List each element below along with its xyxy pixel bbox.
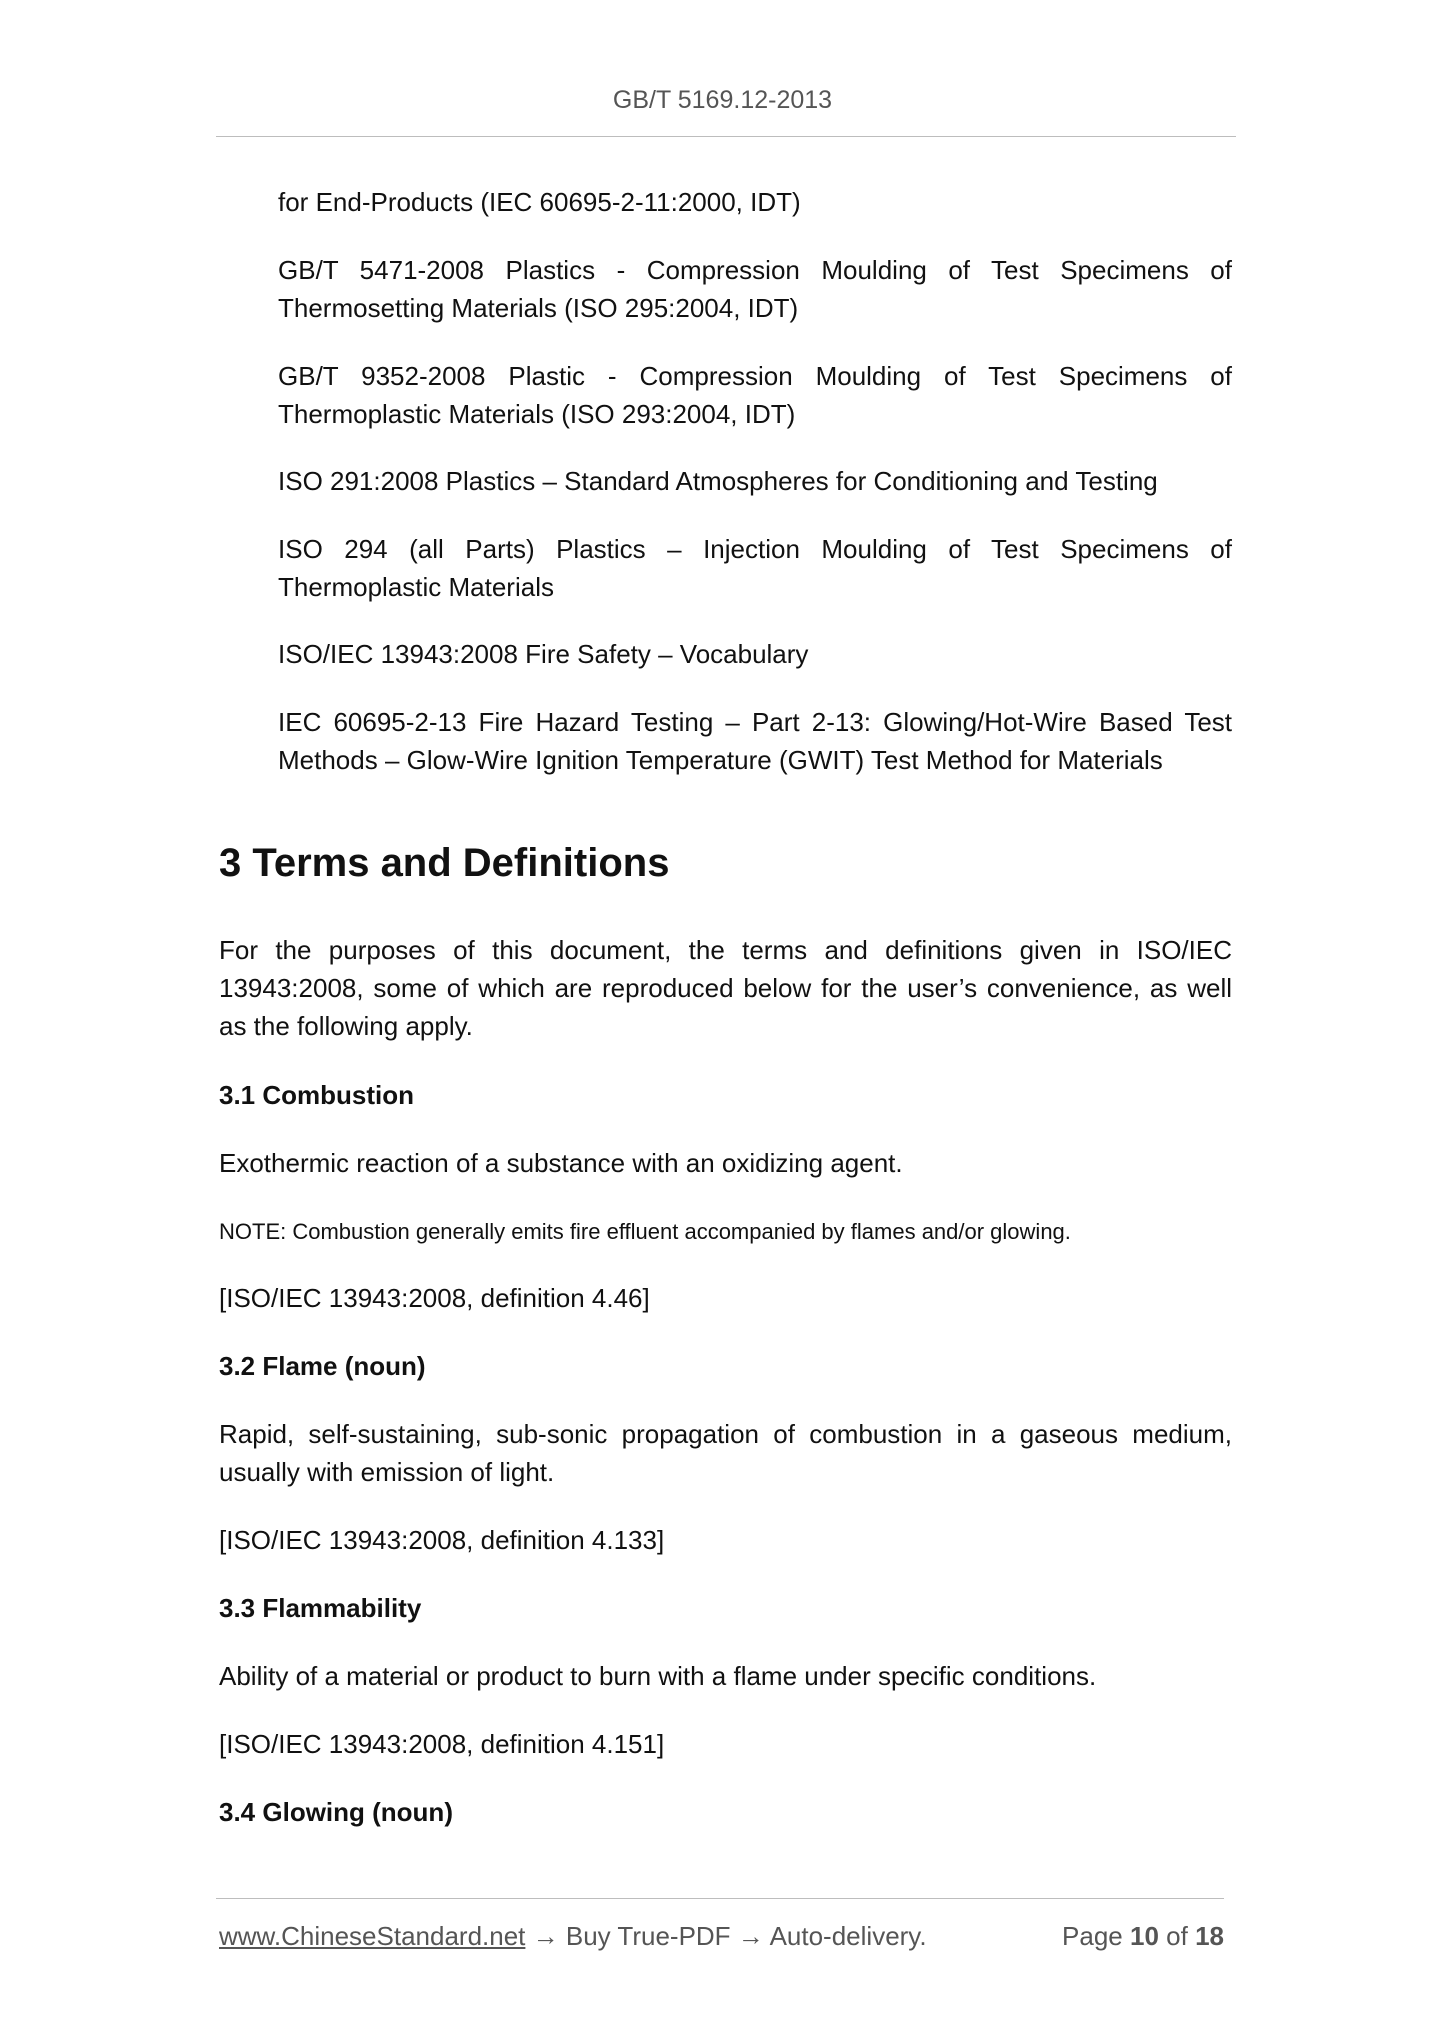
- term-source-flame: [ISO/IEC 13943:2008, definition 4.133]: [219, 1525, 665, 1555]
- term-note-combustion: NOTE: Combustion generally emits fire effluent accompanied by flames and/or glowing.: [219, 1219, 1071, 1244]
- term-source-flammability: [ISO/IEC 13943:2008, definition 4.151]: [219, 1729, 665, 1759]
- footer-tagline: → Buy True-PDF → Auto-delivery.: [525, 1921, 927, 1951]
- website-link[interactable]: www.ChineseStandard.net: [219, 1921, 526, 1951]
- current-page-number: 10: [1130, 1921, 1159, 1951]
- reference-item: GB/T 5471-2008 Plastics - Compression Moulding of Test Specimens of Thermosetting Materials (ISO 295:2004, IDT): [278, 255, 1232, 323]
- reference-item: ISO 294 (all Parts) Plastics – Injection Moulding of Test Specimens of Thermoplastic Materials: [278, 534, 1232, 602]
- page-indicator: [1062, 1917, 1224, 1955]
- page-label: Page: [1062, 1921, 1123, 1951]
- page-footer: [219, 1917, 1224, 1955]
- total-page-count: 18: [1195, 1921, 1224, 1951]
- reference-item: GB/T 9352-2008 Plastic - Compression Moulding of Test Specimens of Thermoplastic Materials (ISO 293:2004, IDT): [278, 361, 1232, 429]
- reference-item: ISO/IEC 13943:2008 Fire Safety – Vocabulary: [278, 639, 809, 669]
- term-heading-glowing: 3.4 Glowing (noun): [219, 1797, 453, 1827]
- term-definition-flammability: Ability of a material or product to burn with a flame under specific conditions.: [219, 1661, 1097, 1691]
- document-header-title: GB/T 5169.12-2013: [612, 86, 833, 114]
- section-intro: For the purposes of this document, the terms and definitions given in ISO/IEC 13943:2008, some of which are reproduced below for the user’s convenience, as well as the following apply.: [219, 935, 1232, 1041]
- reference-item: for End-Products (IEC 60695-2-11:2000, IDT): [278, 187, 801, 217]
- footer-divider: [216, 1898, 1224, 1899]
- section-heading: 3 Terms and Definitions: [219, 841, 670, 885]
- reference-item: IEC 60695-2-13 Fire Hazard Testing – Part 2-13: Glowing/Hot-Wire Based Test Methods – Glow-Wire Ignition Temperature (GWIT) Test Method for Materials: [278, 707, 1232, 775]
- term-heading-flame: 3.2 Flame (noun): [219, 1351, 426, 1381]
- term-heading-flammability: 3.3 Flammability: [219, 1593, 422, 1623]
- reference-item: ISO 291:2008 Plastics – Standard Atmospheres for Conditioning and Testing: [278, 466, 1158, 496]
- footer-promo: [219, 1917, 927, 1955]
- term-definition-flame: Rapid, self-sustaining, sub-sonic propagation of combustion in a gaseous medium, usually with emission of light.: [219, 1419, 1232, 1487]
- of-label: of: [1166, 1921, 1188, 1951]
- term-definition-combustion: Exothermic reaction of a substance with an oxidizing agent.: [219, 1148, 903, 1178]
- term-heading-combustion: 3.1 Combustion: [219, 1080, 415, 1110]
- header-divider: [216, 136, 1236, 137]
- term-source-combustion: [ISO/IEC 13943:2008, definition 4.46]: [219, 1283, 650, 1313]
